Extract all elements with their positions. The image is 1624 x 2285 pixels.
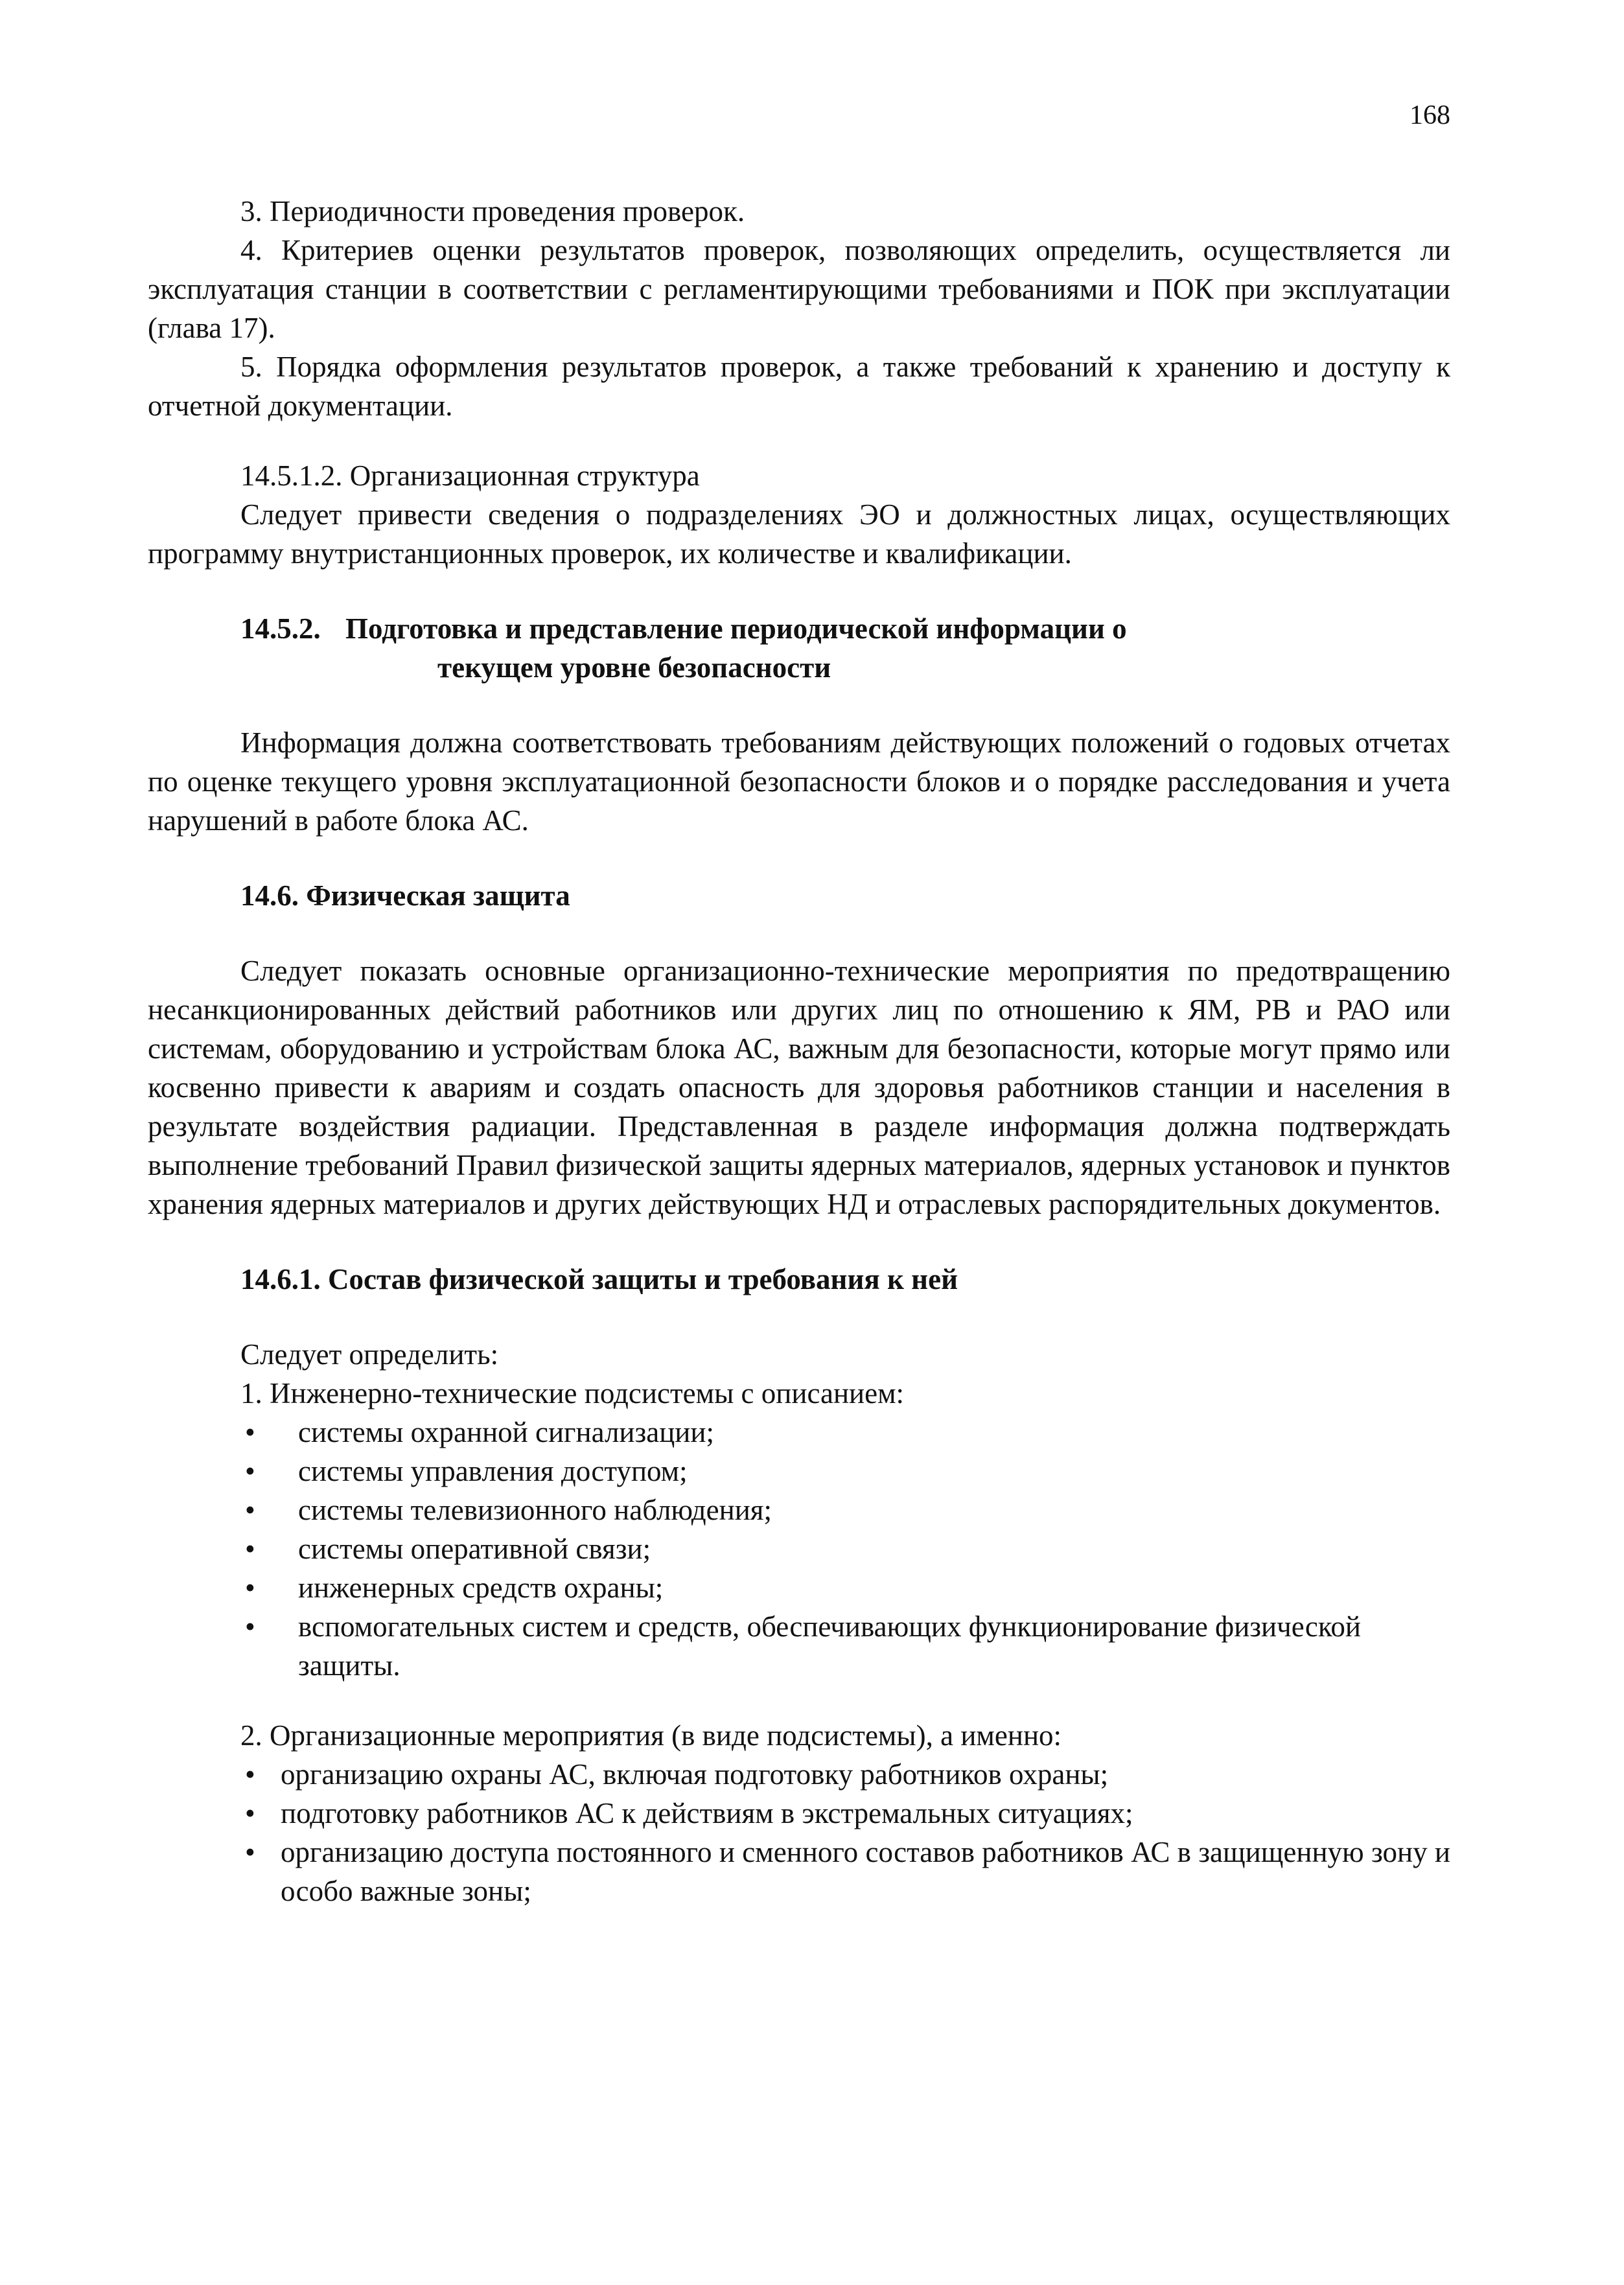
list-item: • системы управления доступом; xyxy=(148,1452,1450,1490)
section-heading-14-6: 14.6. Физическая защита xyxy=(240,879,570,912)
list-item: 3. Периодичности проведения проверок. xyxy=(240,195,745,227)
paragraph: Следует определить: xyxy=(240,1338,499,1371)
list-item: 5. Порядка оформления результатов проверок, а также требований к хранению и доступу к отчетной документации. xyxy=(148,351,1450,422)
bullet-icon: • xyxy=(245,1533,255,1565)
list-item: • системы оперативной связи; xyxy=(148,1529,1450,1568)
bullet-icon: • xyxy=(245,1797,255,1829)
bullet-icon: • xyxy=(245,1836,255,1868)
list-item: • инженерных средств охраны; xyxy=(148,1568,1450,1607)
paragraph: Следует привести сведения о подразделениях ЭО и должностных лицах, осуществляющих программу внутристанционных проверок, их количестве и квалификации. xyxy=(148,498,1450,570)
section-heading-14-5-2 xyxy=(148,609,1450,687)
list-title: 2. Организационные мероприятия (в виде подсистемы), а именно: xyxy=(240,1719,1062,1752)
bullet-icon: • xyxy=(245,1610,255,1643)
bullet-icon: • xyxy=(245,1416,255,1448)
list-item: • организацию доступа постоянного и сменного составов работников АС в защищенную зону и особо важные зоны; xyxy=(148,1833,1450,1910)
bullet-icon: • xyxy=(245,1758,255,1791)
subsection-title: 14.5.1.2. Организационная структура xyxy=(240,459,700,492)
list-item: • организацию охраны АС, включая подготовку работников охраны; xyxy=(148,1755,1450,1794)
section-heading-14-6-1: 14.6.1. Состав физической защиты и требования к ней xyxy=(240,1263,958,1295)
paragraph: Информация должна соответствовать требованиям действующих положений о годовых отчетах по оценке текущего уровня эксплуатационной безопасности блоков и о порядке расследования и учета нарушений в работе блока АС. xyxy=(148,726,1450,837)
bullet-icon: • xyxy=(245,1455,255,1487)
section-title-continued: текущем уровне безопасности xyxy=(437,651,831,684)
section-number: 14.5.2. xyxy=(240,612,321,645)
list-item: 4. Критериев оценки результатов проверок, позволяющих определить, осуществляется ли эксплуатация станции в соответствии с регламентирующими требованиями и ПОК при эксплуатации (глава 17). xyxy=(148,234,1450,344)
bullet-icon: • xyxy=(245,1494,255,1526)
paragraph: Следует показать основные организационно-технические мероприятия по предотвращению несанкционированных действий работников или других лиц по отношению к ЯМ, РВ и РАО или системам, оборудованию и устройствам блока АС, важным для безопасности, которые могут прямо или косвенно привести к авариям и создать опасность для здоровья работников станции и населения в результате воздействия радиации. Представленная в разделе информация должна подтверждать выполнение требований Правил физической защиты ядерных материалов, ядерных установок и пунктов хранения ядерных материалов и других действующих НД и отраслевых распорядительных документов. xyxy=(148,955,1450,1220)
list-item: • системы телевизионного наблюдения; xyxy=(148,1490,1450,1529)
list-item: • подготовку работников АС к действиям в экстремальных ситуациях; xyxy=(148,1794,1450,1833)
bullet-list xyxy=(148,1755,1450,1910)
list-item: • системы охранной сигнализации; xyxy=(148,1413,1450,1452)
bullet-icon: • xyxy=(245,1572,255,1604)
page-content xyxy=(148,192,1450,1910)
page-number: 168 xyxy=(1409,100,1450,130)
section-title: Подготовка и представление периодической информации о xyxy=(345,612,1127,645)
list-title: 1. Инженерно-технические подсистемы с описанием: xyxy=(240,1377,905,1409)
bullet-list xyxy=(148,1413,1450,1685)
list-item: • вспомогательных систем и средств, обеспечивающих функционирование физической защиты. xyxy=(148,1607,1450,1685)
